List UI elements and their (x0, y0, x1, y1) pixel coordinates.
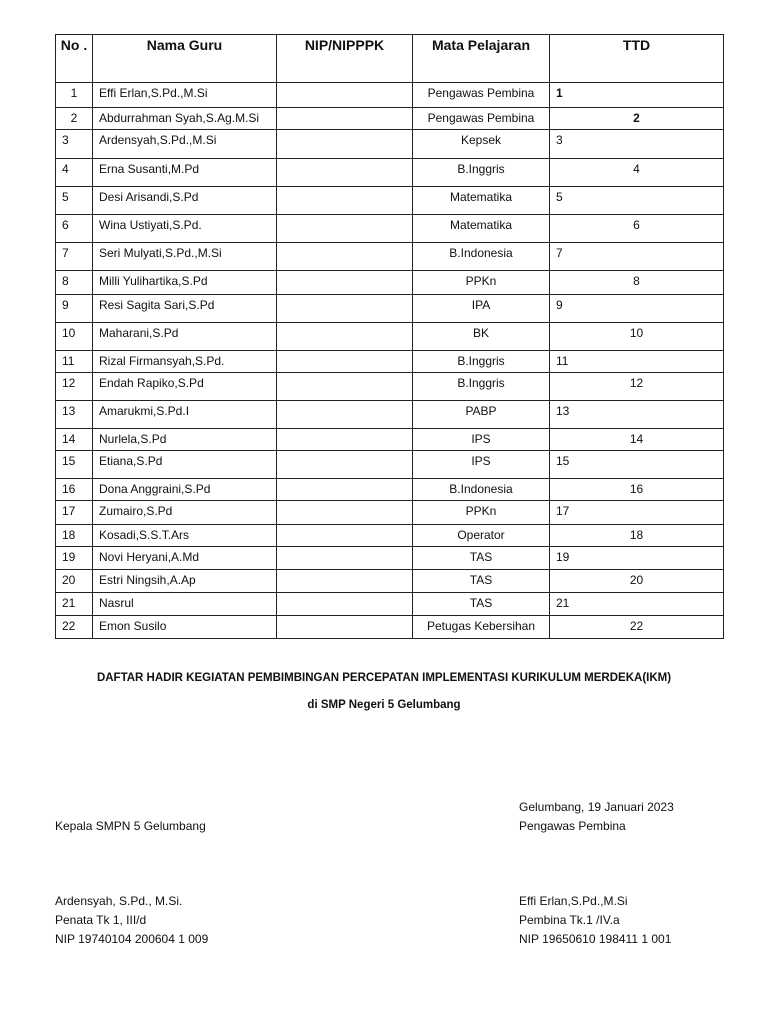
cell-mata-pelajaran: PABP (413, 401, 550, 429)
cell-nip (277, 429, 413, 451)
table-row (56, 295, 724, 323)
cell-nama-guru: Emon Susilo (93, 616, 277, 639)
cell-nip (277, 401, 413, 429)
cell-mata-pelajaran: B.Inggris (413, 159, 550, 187)
cell-mata-pelajaran: Matematika (413, 187, 550, 215)
table-row (56, 187, 724, 215)
table-row (56, 351, 724, 373)
cell-no: 14 (56, 429, 93, 451)
cell-nip (277, 525, 413, 547)
cell-mata-pelajaran: IPS (413, 429, 550, 451)
cell-no: 12 (56, 373, 93, 401)
cell-no: 20 (56, 570, 93, 593)
cell-ttd: 8 (550, 271, 724, 295)
cell-mata-pelajaran: BK (413, 323, 550, 351)
cell-mata-pelajaran: IPS (413, 451, 550, 479)
cell-no: 11 (56, 351, 93, 373)
header-mata-pelajaran: Mata Pelajaran (413, 35, 550, 83)
table-row (56, 373, 724, 401)
table-header-row (56, 35, 724, 83)
table-row (56, 570, 724, 593)
cell-mata-pelajaran: PPKn (413, 501, 550, 525)
cell-no: 2 (56, 108, 93, 130)
cell-nama-guru: Zumairo,S.Pd (93, 501, 277, 525)
cell-no: 5 (56, 187, 93, 215)
cell-nip (277, 616, 413, 639)
cell-nip (277, 451, 413, 479)
cell-nama-guru: Novi Heryani,A.Md (93, 547, 277, 570)
cell-nama-guru: Resi Sagita Sari,S.Pd (93, 295, 277, 323)
cell-nama-guru: Seri Mulyati,S.Pd.,M.Si (93, 243, 277, 271)
cell-ttd: 22 (550, 616, 724, 639)
cell-mata-pelajaran: TAS (413, 593, 550, 616)
cell-mata-pelajaran: Operator (413, 525, 550, 547)
header-ttd: TTD (550, 35, 724, 83)
header-nama-guru: Nama Guru (93, 35, 277, 83)
cell-nip (277, 271, 413, 295)
cell-no: 22 (56, 616, 93, 639)
cell-no: 21 (56, 593, 93, 616)
left-signatory-rank: Penata Tk 1, III/d (55, 913, 147, 927)
cell-nama-guru: Rizal Firmansyah,S.Pd. (93, 351, 277, 373)
cell-nama-guru: Wina Ustiyati,S.Pd. (93, 215, 277, 243)
cell-no: 10 (56, 323, 93, 351)
cell-ttd: 17 (550, 501, 724, 525)
cell-nama-guru: Etiana,S.Pd (93, 451, 277, 479)
cell-no: 7 (56, 243, 93, 271)
cell-nip (277, 479, 413, 501)
cell-nama-guru: Milli Yulihartika,S.Pd (93, 271, 277, 295)
right-signatory-title: Pengawas Pembina (519, 819, 626, 833)
attendance-table (55, 34, 724, 639)
table-row (56, 429, 724, 451)
cell-no: 19 (56, 547, 93, 570)
cell-nama-guru: Nasrul (93, 593, 277, 616)
cell-nama-guru: Dona Anggraini,S.Pd (93, 479, 277, 501)
cell-no: 15 (56, 451, 93, 479)
cell-nip (277, 83, 413, 108)
cell-nip (277, 593, 413, 616)
cell-ttd: 21 (550, 593, 724, 616)
table-row (56, 159, 724, 187)
table-row (56, 451, 724, 479)
cell-mata-pelajaran: TAS (413, 570, 550, 593)
table-row (56, 401, 724, 429)
cell-nip (277, 108, 413, 130)
cell-nip (277, 130, 413, 159)
table-row (56, 616, 724, 639)
left-signatory-name: Ardensyah, S.Pd., M.Si. (55, 894, 183, 908)
cell-ttd: 5 (550, 187, 724, 215)
cell-nama-guru: Desi Arisandi,S.Pd (93, 187, 277, 215)
cell-nip (277, 351, 413, 373)
cell-nip (277, 159, 413, 187)
cell-nip (277, 295, 413, 323)
cell-no: 8 (56, 271, 93, 295)
cell-mata-pelajaran: Pengawas Pembina (413, 108, 550, 130)
cell-mata-pelajaran: Kepsek (413, 130, 550, 159)
cell-ttd: 13 (550, 401, 724, 429)
document-title: DAFTAR HADIR KEGIATAN PEMBIMBINGAN PERCEPATAN IMPLEMENTASI KURIKULUM MERDEKA(IKM) (96, 672, 672, 684)
cell-nip (277, 501, 413, 525)
table-row (56, 243, 724, 271)
cell-ttd: 19 (550, 547, 724, 570)
cell-nama-guru: Ardensyah,S.Pd.,M.Si (93, 130, 277, 159)
cell-no: 9 (56, 295, 93, 323)
cell-ttd: 20 (550, 570, 724, 593)
cell-nama-guru: Estri Ningsih,A.Ap (93, 570, 277, 593)
cell-no: 4 (56, 159, 93, 187)
cell-nama-guru: Amarukmi,S.Pd.I (93, 401, 277, 429)
cell-nama-guru: Nurlela,S.Pd (93, 429, 277, 451)
cell-nama-guru: Endah Rapiko,S.Pd (93, 373, 277, 401)
right-signatory-rank: Pembina Tk.1 /IV.a (519, 913, 620, 927)
cell-no: 3 (56, 130, 93, 159)
cell-ttd: 7 (550, 243, 724, 271)
table-row (56, 130, 724, 159)
cell-no: 16 (56, 479, 93, 501)
document-subtitle: di SMP Negeri 5 Gelumbang (307, 699, 461, 711)
table-row (56, 479, 724, 501)
table-body (56, 83, 724, 639)
cell-mata-pelajaran: B.Indonesia (413, 479, 550, 501)
left-signatory-nip: NIP 19740104 200604 1 009 (55, 932, 209, 946)
table-row (56, 525, 724, 547)
cell-nip (277, 243, 413, 271)
cell-mata-pelajaran: B.Indonesia (413, 243, 550, 271)
cell-mata-pelajaran: Pengawas Pembina (413, 83, 550, 108)
right-signatory-nip: NIP 19650610 198411 1 001 (519, 932, 672, 946)
cell-ttd: 1 (550, 83, 724, 108)
cell-ttd: 10 (550, 323, 724, 351)
cell-mata-pelajaran: Matematika (413, 215, 550, 243)
cell-no: 13 (56, 401, 93, 429)
table-row (56, 108, 724, 130)
cell-mata-pelajaran: Petugas Kebersihan (413, 616, 550, 639)
cell-nip (277, 547, 413, 570)
cell-mata-pelajaran: B.Inggris (413, 351, 550, 373)
table-row (56, 501, 724, 525)
cell-no: 6 (56, 215, 93, 243)
table-row (56, 547, 724, 570)
cell-mata-pelajaran: PPKn (413, 271, 550, 295)
cell-nama-guru: Abdurrahman Syah,S.Ag.M.Si (93, 108, 277, 130)
table-row (56, 593, 724, 616)
cell-nip (277, 215, 413, 243)
cell-nama-guru: Kosadi,S.S.T.Ars (93, 525, 277, 547)
cell-no: 17 (56, 501, 93, 525)
right-signatory-name: Effi Erlan,S.Pd.,M.Si (519, 894, 628, 908)
cell-ttd: 9 (550, 295, 724, 323)
cell-no: 18 (56, 525, 93, 547)
header-no: No . (56, 35, 93, 83)
cell-ttd: 2 (550, 108, 724, 130)
cell-ttd: 4 (550, 159, 724, 187)
table-row (56, 83, 724, 108)
cell-ttd: 15 (550, 451, 724, 479)
cell-nama-guru: Erna Susanti,M.Pd (93, 159, 277, 187)
cell-ttd: 16 (550, 479, 724, 501)
header-nip: NIP/NIPPPK (277, 35, 413, 83)
cell-no: 1 (56, 83, 93, 108)
cell-nip (277, 187, 413, 215)
cell-mata-pelajaran: IPA (413, 295, 550, 323)
cell-nip (277, 323, 413, 351)
cell-nip (277, 373, 413, 401)
place-date: Gelumbang, 19 Januari 2023 (519, 800, 674, 814)
cell-ttd: 14 (550, 429, 724, 451)
table-row (56, 215, 724, 243)
cell-nip (277, 570, 413, 593)
table-row (56, 271, 724, 295)
cell-ttd: 18 (550, 525, 724, 547)
cell-nama-guru: Effi Erlan,S.Pd.,M.Si (93, 83, 277, 108)
cell-ttd: 6 (550, 215, 724, 243)
cell-ttd: 12 (550, 373, 724, 401)
table-row (56, 323, 724, 351)
left-signatory-title: Kepala SMPN 5 Gelumbang (55, 819, 206, 833)
cell-ttd: 11 (550, 351, 724, 373)
cell-nama-guru: Maharani,S.Pd (93, 323, 277, 351)
cell-mata-pelajaran: TAS (413, 547, 550, 570)
cell-mata-pelajaran: B.Inggris (413, 373, 550, 401)
cell-ttd: 3 (550, 130, 724, 159)
